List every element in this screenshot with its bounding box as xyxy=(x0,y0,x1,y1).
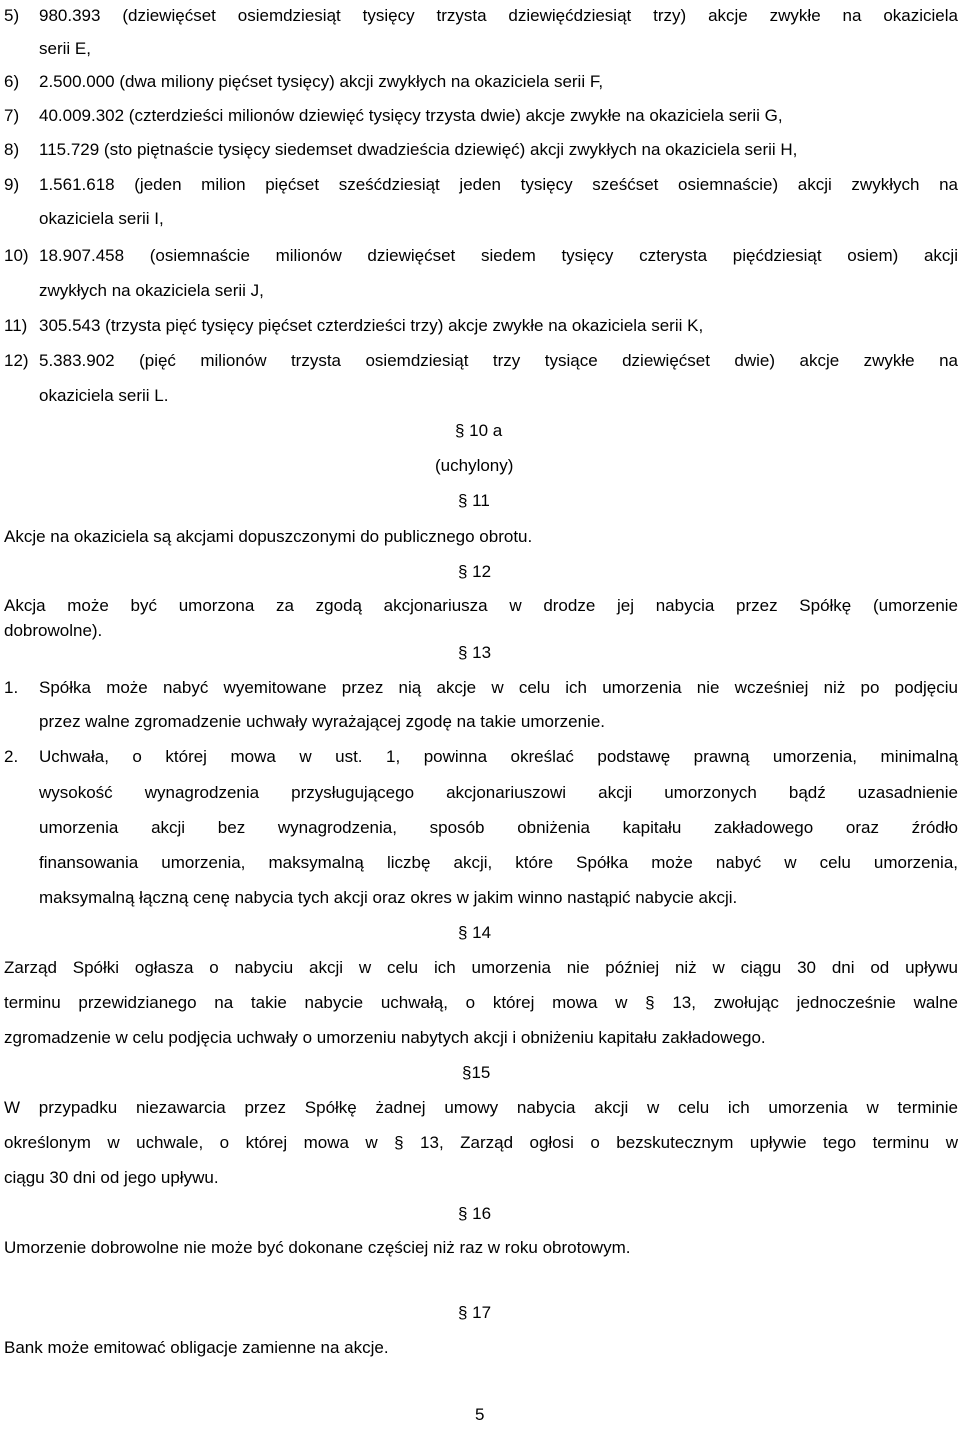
list-item-label: 12) xyxy=(4,351,29,370)
section-heading: § 16 xyxy=(458,1204,492,1223)
paragraph: zgromadzenie w celu podjęcia uchwały o umorzeniu nabytych akcji i obniżeniu kapitału zakładowego. xyxy=(4,1028,766,1047)
list-item-text: okaziciela serii I, xyxy=(39,209,164,228)
list-item-label: 6) xyxy=(4,72,20,91)
paragraph: dobrowolne). xyxy=(4,621,103,640)
point-text: wysokość wynagrodzenia przysługującego akcjonariuszowi akcji umorzonych bądź uzasadnienie xyxy=(39,783,958,802)
section-heading: § 10 a xyxy=(455,421,503,440)
point-label: 2. xyxy=(4,747,19,766)
list-item-text: serii E, xyxy=(39,39,91,58)
section-heading: § 13 xyxy=(458,643,492,662)
list-item-label: 5) xyxy=(4,6,20,25)
section-note: (uchylony) xyxy=(435,456,514,475)
point-label: 1. xyxy=(4,678,19,697)
list-item-label: 9) xyxy=(4,175,20,194)
list-item-label: 8) xyxy=(4,140,20,159)
paragraph: określonym w uchwale, o której mowa w § 13, Zarząd ogłosi o bezskutecznym upływie tego terminu w xyxy=(4,1133,958,1152)
list-item-text: 115.729 (sto piętnaście tysięcy siedemset dwadzieścia dziewięć) akcji zwykłych na okaziciela serii H, xyxy=(39,140,798,159)
list-item-label: 11) xyxy=(4,316,28,335)
section-heading: § 12 xyxy=(458,562,492,581)
list-item-text: 305.543 (trzysta pięć tysięcy pięćset czterdzieści trzy) akcje zwykłe na okaziciela serii K, xyxy=(39,316,704,335)
list-item-label: 7) xyxy=(4,106,20,125)
list-item-text: 1.561.618 (jeden milion pięćset sześćdziesiąt jeden tysięcy sześćset osiemnaście) akcji zwykłych na xyxy=(39,175,958,194)
point-text: umorzenia akcji bez wynagrodzenia, sposób obniżenia kapitału zakładowego oraz źródło xyxy=(39,818,958,837)
paragraph: Akcja może być umorzona za zgodą akcjonariusza w drodze jej nabycia przez Spółkę (umorzenie xyxy=(4,596,958,615)
list-item-text: 2.500.000 (dwa miliony pięćset tysięcy) akcji zwykłych na okaziciela serii F, xyxy=(39,72,604,91)
section-heading: § 11 xyxy=(458,491,490,510)
point-text: Uchwała, o której mowa w ust. 1, powinna określać podstawę prawną umorzenia, minimalną xyxy=(39,747,958,766)
paragraph: Akcje na okaziciela są akcjami dopuszczonymi do publicznego obrotu. xyxy=(4,527,533,546)
section-heading: §15 xyxy=(462,1063,491,1082)
list-item-label: 10) xyxy=(4,246,29,265)
point-text: maksymalną łączną cenę nabycia tych akcji oraz okres w jakim winno nastąpić nabycie akcji. xyxy=(39,888,738,907)
section-heading: § 17 xyxy=(458,1303,492,1322)
page-number: 5 xyxy=(475,1405,485,1424)
paragraph: Bank może emitować obligacje zamienne na akcje. xyxy=(4,1338,389,1357)
list-item-text: 40.009.302 (czterdzieści milionów dziewięć tysięcy trzysta dwie) akcje zwykłe na okaziciela serii G, xyxy=(39,106,783,125)
point-text: przez walne zgromadzenie uchwały wyrażającej zgodę na takie umorzenie. xyxy=(39,712,606,731)
list-item-text: 5.383.902 (pięć milionów trzysta osiemdziesiąt trzy tysiące dziewięćset dwie) akcje zwykłe na xyxy=(39,351,958,370)
paragraph: ciągu 30 dni od jego upływu. xyxy=(4,1168,219,1187)
list-item-text: zwykłych na okaziciela serii J, xyxy=(39,281,264,300)
list-item-text: okaziciela serii L. xyxy=(39,386,169,405)
paragraph: Zarząd Spółki ogłasza o nabyciu akcji w celu ich umorzenia nie później niż w ciągu 30 dni od upływu xyxy=(4,958,958,977)
paragraph: Umorzenie dobrowolne nie może być dokonane częściej niż raz w roku obrotowym. xyxy=(4,1238,631,1257)
section-heading: § 14 xyxy=(458,923,492,942)
list-item-text: 980.393 (dziewięćset osiemdziesiąt tysięcy trzysta dziewięćdziesiąt trzy) akcje zwykłe na okaziciela xyxy=(39,6,958,25)
paragraph: W przypadku niezawarcia przez Spółkę żadnej umowy nabycia akcji w celu ich umorzenia w terminie xyxy=(4,1098,958,1117)
point-text: Spółka może nabyć wyemitowane przez nią akcje w celu ich umorzenia nie wcześniej niż po podjęciu xyxy=(39,678,958,697)
paragraph: terminu przewidzianego na takie nabycie uchwałą, o której mowa w § 13, zwołując jednocześnie walne xyxy=(4,993,958,1012)
point-text: finansowania umorzenia, maksymalną liczbę akcji, które Spółka może nabyć w celu umorzenia, xyxy=(39,853,958,872)
list-item-text: 18.907.458 (osiemnaście milionów dziewięćset siedem tysięcy czterysta pięćdziesiąt osiem) akcji xyxy=(39,246,958,265)
